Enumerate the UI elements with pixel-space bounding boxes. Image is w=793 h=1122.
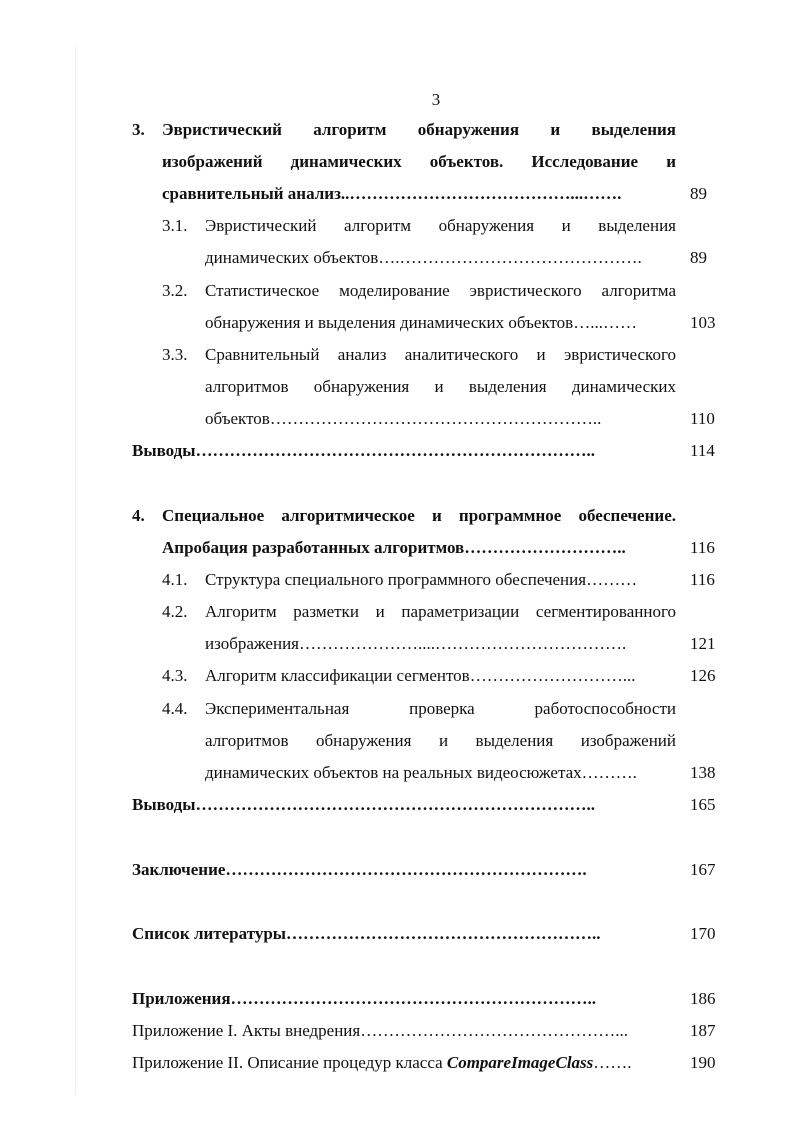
chapter-3-title-line-2: изображений динамических объектов. Исследование и <box>162 152 676 171</box>
appendices-page: 186 <box>690 989 716 1008</box>
appendix-2-entry <box>132 1051 632 1075</box>
section-4-4-number: 4.4. <box>162 699 188 718</box>
section-3-1-line-1: Эвристический алгоритм обнаружения и выделения <box>205 216 676 235</box>
chapter-3-conclusions-page: 114 <box>690 441 715 460</box>
appendices-entry: Приложения……………………………………………………….. <box>132 989 597 1008</box>
section-3-2-number: 3.2. <box>162 281 188 300</box>
appendix-2-page: 190 <box>690 1053 716 1072</box>
section-4-2-line-2: изображения…………………....……………………………. <box>205 634 627 653</box>
section-3-2-line-1: Статистическое моделирование эвристического алгоритма <box>205 281 676 300</box>
section-4-1-line-1: Структура специального программного обеспечения……… <box>205 570 638 589</box>
chapter-4-number: 4. <box>132 506 145 525</box>
section-4-1-number: 4.1. <box>162 570 188 589</box>
section-4-3-line-1: Алгоритм классификации сегментов………………………... <box>205 666 636 685</box>
section-3-2-page: 103 <box>690 313 716 332</box>
appendix-1-page: 187 <box>690 1021 716 1040</box>
chapter-4-title-line-1: Специальное алгоритмическое и программное обеспечение. <box>162 506 676 525</box>
section-3-1-number: 3.1. <box>162 216 188 235</box>
section-3-2-line-2: обнаружения и выделения динамических объектов…...…… <box>205 313 637 332</box>
section-3-3-number: 3.3. <box>162 345 188 364</box>
references-entry: Список литературы……………………………………………….. <box>132 924 601 943</box>
section-4-2-line-1: Алгоритм разметки и параметризации сегментированного <box>205 602 676 621</box>
section-4-3-number: 4.3. <box>162 666 188 685</box>
section-3-3-line-2: алгоритмов обнаружения и выделения динамических <box>205 377 676 396</box>
chapter-4-page: 116 <box>690 538 715 557</box>
section-3-3-page: 110 <box>690 409 715 428</box>
chapter-3-title-line-1: Эвристический алгоритм обнаружения и выделения <box>162 120 676 139</box>
section-3-1-page: 89 <box>690 248 707 267</box>
appendix-2-prefix: Приложение II. Описание процедур класса <box>132 1053 447 1072</box>
chapter-3-title-line-3: сравнительный анализ..…………………………………...……. <box>162 184 622 203</box>
appendix-1-entry: Приложение I. Акты внедрения………………………………………... <box>132 1021 628 1040</box>
section-3-1-line-2: динамических объектов….……………………………………. <box>205 248 642 267</box>
page-number: 3 <box>431 90 441 109</box>
chapter-4-conclusions: Выводы…………………………………………………………….. <box>132 795 596 814</box>
section-4-1-page: 116 <box>690 570 715 589</box>
references-page: 170 <box>690 924 716 943</box>
chapter-3-page: 89 <box>690 184 707 203</box>
section-3-3-line-1: Сравнительный анализ аналитического и эвристического <box>205 345 676 364</box>
section-3-3-line-3: объектов………………………………………………….. <box>205 409 602 428</box>
section-4-4-line-2: алгоритмов обнаружения и выделения изображений <box>205 731 676 750</box>
section-4-2-page: 121 <box>690 634 716 653</box>
appendix-2-class-name: CompareImageClass <box>446 1053 594 1072</box>
section-4-4-line-1: Экспериментальная проверка работоспособности <box>205 699 676 718</box>
chapter-3-number: 3. <box>132 120 145 139</box>
conclusion-entry: Заключение………………………………………………………. <box>132 860 587 879</box>
chapter-4-title-line-2: Апробация разработанных алгоритмов……………………….. <box>162 538 626 557</box>
conclusion-page: 167 <box>690 860 716 879</box>
section-4-4-page: 138 <box>690 763 716 782</box>
section-4-2-number: 4.2. <box>162 602 188 621</box>
chapter-4-conclusions-page: 165 <box>690 795 716 814</box>
section-4-3-page: 126 <box>690 666 716 685</box>
appendix-2-suffix: ……. <box>593 1053 632 1072</box>
chapter-3-conclusions: Выводы…………………………………………………………….. <box>132 441 596 460</box>
section-4-4-line-3: динамических объектов на реальных видеосюжетах………. <box>205 763 637 782</box>
